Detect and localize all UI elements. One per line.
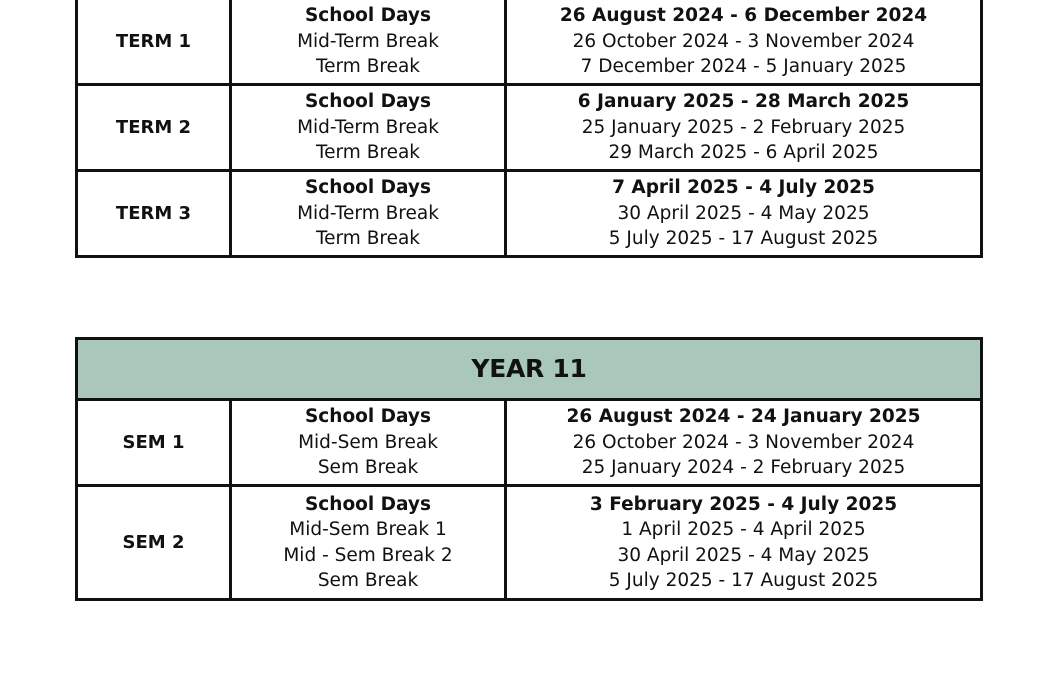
period-name: Mid - Sem Break 2	[283, 544, 453, 566]
table-title: YEAR 11	[77, 339, 982, 400]
date-range: 25 January 2025 - 2 February 2025	[581, 116, 906, 138]
period-name: Mid-Sem Break 1	[289, 519, 447, 540]
table-row-sem-1	[77, 400, 982, 486]
period-name: Sem Break	[317, 570, 419, 591]
period-dates-cell	[506, 171, 982, 257]
semester-label: SEM 1	[77, 400, 231, 486]
date-range: 3 February 2025 - 4 July 2025	[589, 493, 898, 515]
semester-label: SEM 2	[77, 486, 231, 600]
period-name: School Days	[304, 177, 431, 199]
year-11-calendar-table	[75, 337, 983, 601]
period-dates-cell	[506, 0, 982, 85]
period-name: School Days	[304, 493, 431, 515]
term-label: TERM 2	[77, 85, 231, 171]
term-label: TERM 3	[77, 171, 231, 257]
table-row-term-2	[77, 85, 982, 171]
table-row-sem-2	[77, 486, 982, 600]
period-dates-cell	[506, 85, 982, 171]
period-name: School Days	[304, 406, 431, 428]
date-range: 6 January 2025 - 28 March 2025	[577, 91, 910, 113]
date-range: 30 April 2025 - 4 May 2025	[617, 544, 870, 566]
period-names-cell	[231, 400, 506, 486]
date-range: 5 July 2025 - 17 August 2025	[608, 228, 879, 250]
date-range: 5 July 2025 - 17 August 2025	[608, 570, 879, 591]
period-name: Term Break	[315, 228, 421, 250]
date-range: 26 October 2024 - 3 November 2024	[572, 431, 915, 453]
period-names-cell	[231, 85, 506, 171]
term-calendar-table	[75, 0, 983, 258]
period-name: Mid-Sem Break	[298, 431, 438, 453]
table-row-term-1	[77, 0, 982, 85]
table-row-term-3	[77, 171, 982, 257]
period-names-cell	[231, 486, 506, 600]
date-range: 7 December 2024 - 5 January 2025	[580, 56, 907, 78]
date-range: 25 January 2024 - 2 February 2025	[581, 457, 906, 479]
date-range: 30 April 2025 - 4 May 2025	[617, 202, 870, 224]
period-name: Term Break	[315, 142, 421, 164]
date-range: 26 August 2024 - 24 January 2025	[566, 406, 921, 428]
period-name: Mid-Term Break	[297, 202, 439, 224]
period-name: School Days	[304, 91, 431, 113]
period-names-cell	[231, 0, 506, 85]
period-name: School Days	[304, 5, 431, 27]
period-name: Sem Break	[317, 457, 419, 479]
period-dates-cell	[506, 400, 982, 486]
period-dates-cell	[506, 486, 982, 600]
term-label: TERM 1	[77, 0, 231, 85]
period-name: Mid-Term Break	[297, 30, 439, 52]
period-name: Mid-Term Break	[297, 116, 439, 138]
period-name: Term Break	[315, 56, 421, 78]
period-names-cell	[231, 171, 506, 257]
date-range: 29 March 2025 - 6 April 2025	[608, 142, 879, 164]
date-range: 26 August 2024 - 6 December 2024	[559, 5, 928, 27]
date-range: 1 April 2025 - 4 April 2025	[621, 519, 866, 540]
date-range: 7 April 2025 - 4 July 2025	[612, 177, 875, 199]
date-range: 26 October 2024 - 3 November 2024	[572, 30, 915, 52]
